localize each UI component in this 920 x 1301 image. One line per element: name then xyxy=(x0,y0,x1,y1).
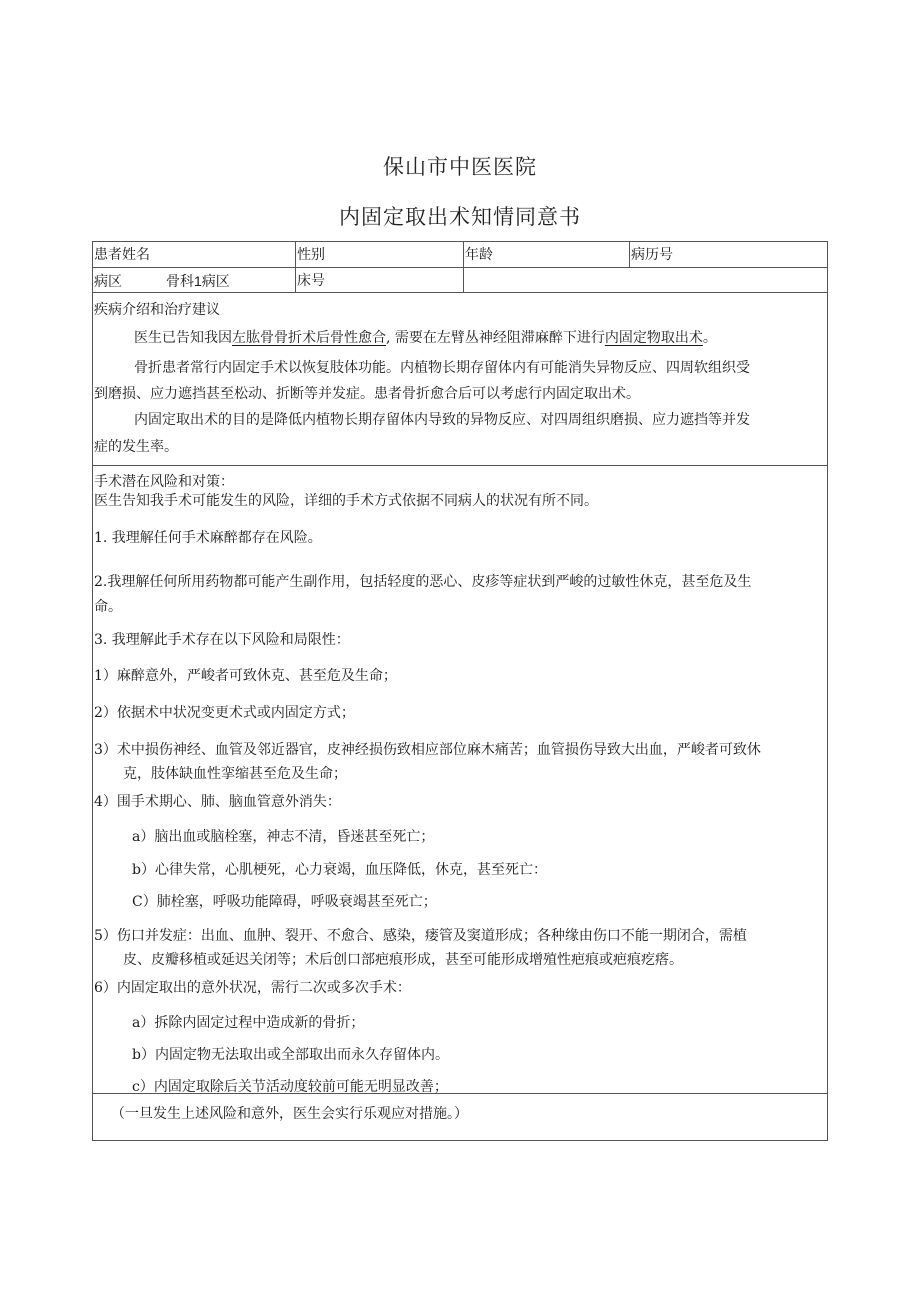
risk-intro: 医生告知我手术可能发生的风险，详细的手术方式依据不同病人的状况有所不同。 xyxy=(94,493,598,509)
risk-item-2-line-1: 2.我理解任何所用药物都可能产生副作用，包括轻度的恶心、皮疹等症状到严峻的过敏性休克，甚至危及生 xyxy=(94,574,752,590)
risk-sub-4a: a）脑出血或脑栓塞，神志不清，昏迷甚至死亡； xyxy=(132,829,435,845)
intro-section-row xyxy=(93,293,827,466)
ward-cell[interactable] xyxy=(93,268,296,292)
patient-name-label: 患者姓名 xyxy=(94,247,150,263)
risk-item-2-line-2: 命。 xyxy=(94,599,122,615)
patient-info-row-2 xyxy=(93,268,827,293)
risk-sub-5-line-1: 5）伤口并发症：出血、血肿、裂开、不愈合、感染，瘘管及窦道形成；各种缘由伤口不能一期闭合，需植 xyxy=(94,928,747,944)
patient-info-row-1 xyxy=(93,242,827,268)
risk-heading: 手术潜在风险和对策： xyxy=(94,474,234,490)
risk-sub-6: 6）内固定取出的意外状况，需行二次或多次手术： xyxy=(94,980,411,996)
age-label: 年龄 xyxy=(465,247,493,263)
intro-paragraph-3-line-1: 内固定取出术的目的是降低内植物长期存留体内导致的异物反应、对四周组织磨损、应力遮挡等并发 xyxy=(134,412,750,428)
risk-item-3: 3. 我理解此手术存在以下风险和局限性： xyxy=(94,632,350,648)
risk-sub-6b: b）内固定物无法取出或全部取出而永久存留体内。 xyxy=(132,1047,449,1063)
footer-section xyxy=(93,1094,827,1140)
gender-label: 性别 xyxy=(297,247,325,263)
risk-sub-5-line-2: 皮、皮瓣移植或延迟关闭等；术后创口部疤痕形成，甚至可能形成增殖性疤痕或疤痕疙瘩。 xyxy=(123,952,683,968)
intro-paragraph-2-line-1: 骨折患者常行内固定手术以恢复肢体功能。内植物长期存留体内有可能消失异物反应、四周软组织受 xyxy=(134,360,750,376)
risk-sub-6a: a）拆除内固定过程中造成新的骨折； xyxy=(132,1015,365,1031)
intro-paragraph-1: 医生已告知我因左肱骨骨折术后骨性愈合, 需要在左臂丛神经阻滞麻醉下进行内固定物取出术。 xyxy=(134,330,717,346)
risk-sub-2: 2）依据术中状况变更术式或内固定方式； xyxy=(94,705,355,721)
footer-note: （一旦发生上述风险和意外，医生会实行乐观应对措施。） xyxy=(111,1106,468,1122)
ward-value: 骨科1病区 xyxy=(166,273,230,289)
bed-cell[interactable] xyxy=(296,268,464,292)
diagnosis-text: 左肱骨骨折术后骨性愈合 xyxy=(232,330,386,346)
bed-label: 床号 xyxy=(297,273,325,289)
risk-sub-3-line-2: 克，肢体缺血性挛缩甚至危及生命； xyxy=(123,766,347,782)
intro-heading: 疾病介绍和治疗建议 xyxy=(94,302,220,318)
risk-item-1: 1. 我理解任何手术麻醉都存在风险。 xyxy=(94,530,322,546)
record-number-cell[interactable] xyxy=(630,242,827,267)
record-number-label: 病历号 xyxy=(631,247,673,263)
gender-cell[interactable] xyxy=(296,242,464,267)
risk-sub-4: 4）围手术期心、肺、脑血管意外消失： xyxy=(94,794,341,810)
risk-sub-6c: c）内固定取除后关节活动度较前可能无明显改善； xyxy=(132,1079,448,1095)
procedure-text: 内固定物取出术 xyxy=(604,330,703,346)
bed-value-cell[interactable] xyxy=(464,268,827,292)
document-title: 内固定取出术知情同意书 xyxy=(339,205,581,229)
risk-sub-3-line-1: 3）术中损伤神经、血管及邻近器官，皮神经损伤致相应部位麻木痛苦；血管损伤导致大出血，严峻者可致休 xyxy=(94,742,761,758)
footer-row xyxy=(93,1094,827,1140)
hospital-name: 保山市中医医院 xyxy=(383,155,537,179)
intro-paragraph-2-line-2: 到磨损、应力遮挡甚至松动、折断等并发症。患者骨折愈合后可以考虑行内固定取出术。 xyxy=(94,386,640,402)
intro-section xyxy=(93,293,827,465)
risk-section xyxy=(93,466,827,1093)
age-cell[interactable] xyxy=(464,242,630,267)
risk-sub-4c: C）肺栓塞，呼吸功能障碍，呼吸衰竭甚至死亡； xyxy=(132,894,437,910)
patient-name-cell[interactable] xyxy=(93,242,296,267)
risk-sub-4b: b）心律失常，心肌梗死，心力衰竭，血压降低，休克，甚至死亡： xyxy=(132,862,547,878)
consent-form-table xyxy=(92,241,828,1141)
intro-paragraph-3-line-2: 症的发生率。 xyxy=(94,439,178,455)
risk-sub-1: 1）麻醉意外，严峻者可致休克、甚至危及生命； xyxy=(94,668,397,684)
risk-section-row xyxy=(93,466,827,1094)
ward-label: 病区 xyxy=(94,274,122,290)
